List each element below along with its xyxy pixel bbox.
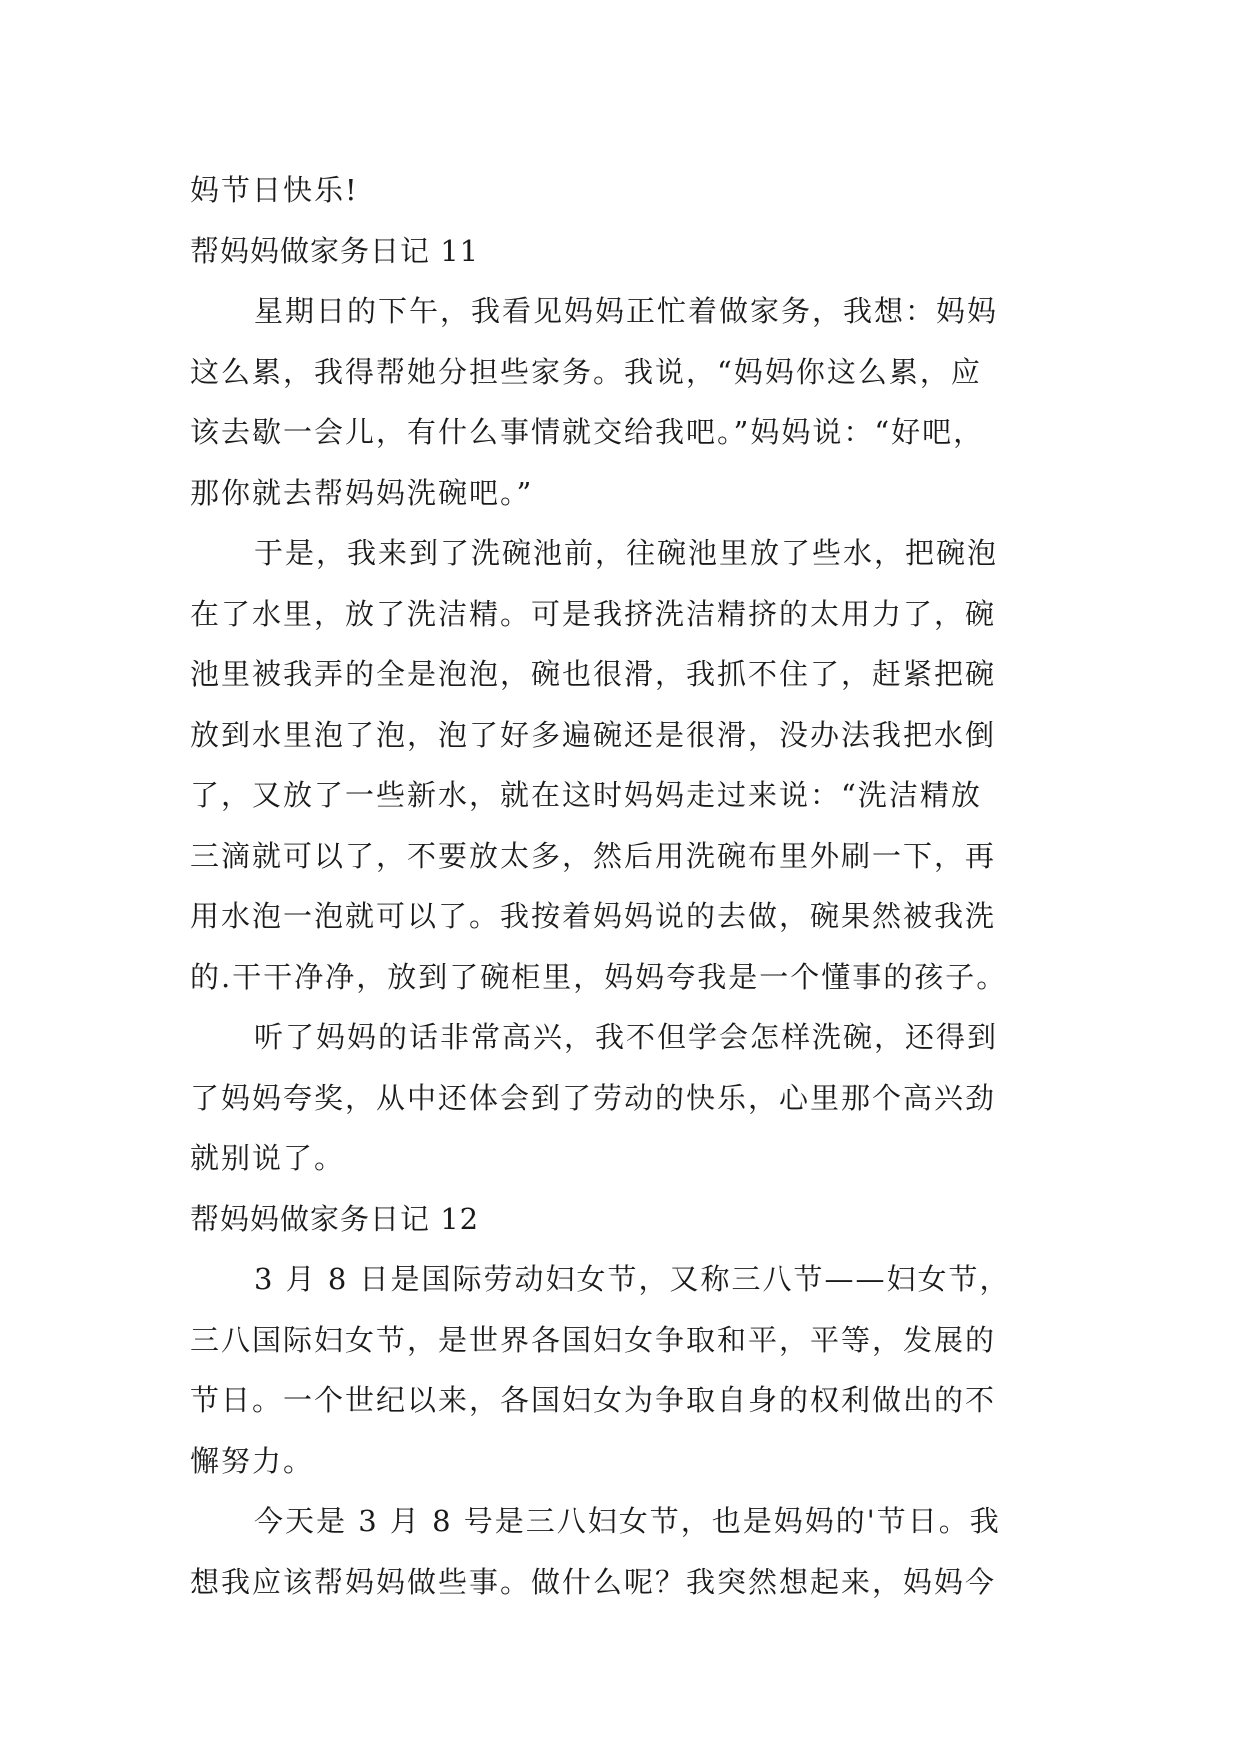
text-line: 妈节日快乐! — [190, 173, 359, 207]
text-line: 用水泡一泡就可以了。我按着妈妈说的去做，碗果然被我洗 — [190, 899, 997, 933]
text-line: 的.干干净净，放到了碗柜里，妈妈夸我是一个懂事的孩子。 — [190, 959, 1008, 994]
text-line: 该去歇一会儿，有什么事情就交给我吧。”妈妈说：“好吧， — [190, 415, 985, 449]
text-line: 在了水里，放了洗洁精。可是我挤洗洁精挤的太用力了，碗 — [190, 596, 997, 631]
text-line: 三八国际妇女节，是世界各国妇女争取和平，平等，发展的 — [190, 1322, 997, 1357]
text-line: 节日。一个世纪以来，各国妇女为争取自身的权利做出的不 — [190, 1383, 997, 1417]
text-line: 懈努力。 — [190, 1443, 315, 1478]
text-line: 池里被我弄的全是泡泡，碗也很滑，我抓不住了，赶紧把碗 — [190, 657, 997, 691]
paragraph-first-line: 于是，我来到了洗碗池前，往碗池里放了些水，把碗泡 — [254, 536, 999, 570]
text-line: 这么累，我得帮她分担些家务。我说，“妈妈你这么累，应 — [190, 354, 982, 389]
text-line: 三滴就可以了，不要放太多，然后用洗碗布里外刷一下，再 — [190, 838, 997, 873]
diary-title: 帮妈妈做家务日记 11 — [190, 233, 480, 268]
text-line: 了妈妈夸奖，从中还体会到了劳动的快乐，心里那个高兴劲 — [190, 1080, 997, 1115]
text-line: 了，又放了一些新水，就在这时妈妈走过来说：“洗洁精放 — [190, 778, 982, 812]
text-line: 就别说了。 — [190, 1141, 346, 1175]
paragraph-first-line: 听了妈妈的话非常高兴，我不但学会怎样洗碗，还得到 — [254, 1020, 999, 1054]
document-page — [190, 160, 1070, 1612]
paragraph-first-line: 3 月 8 日是国际劳动妇女节，又称三八节——妇女节， — [254, 1262, 1011, 1296]
text-line: 想我应该帮妈妈做些事。做什么呢？我突然想起来，妈妈今 — [190, 1564, 997, 1599]
diary-title: 帮妈妈做家务日记 12 — [190, 1201, 480, 1236]
text-line: 放到水里泡了泡，泡了好多遍碗还是很滑，没办法我把水倒 — [190, 717, 997, 752]
paragraph-first-line: 今天是 3 月 8 号是三八妇女节，也是妈妈的'节日。我 — [254, 1504, 1001, 1538]
paragraph-first-line: 星期日的下午，我看见妈妈正忙着做家务，我想：妈妈 — [254, 294, 999, 328]
text-line: 那你就去帮妈妈洗碗吧。” — [190, 475, 534, 510]
